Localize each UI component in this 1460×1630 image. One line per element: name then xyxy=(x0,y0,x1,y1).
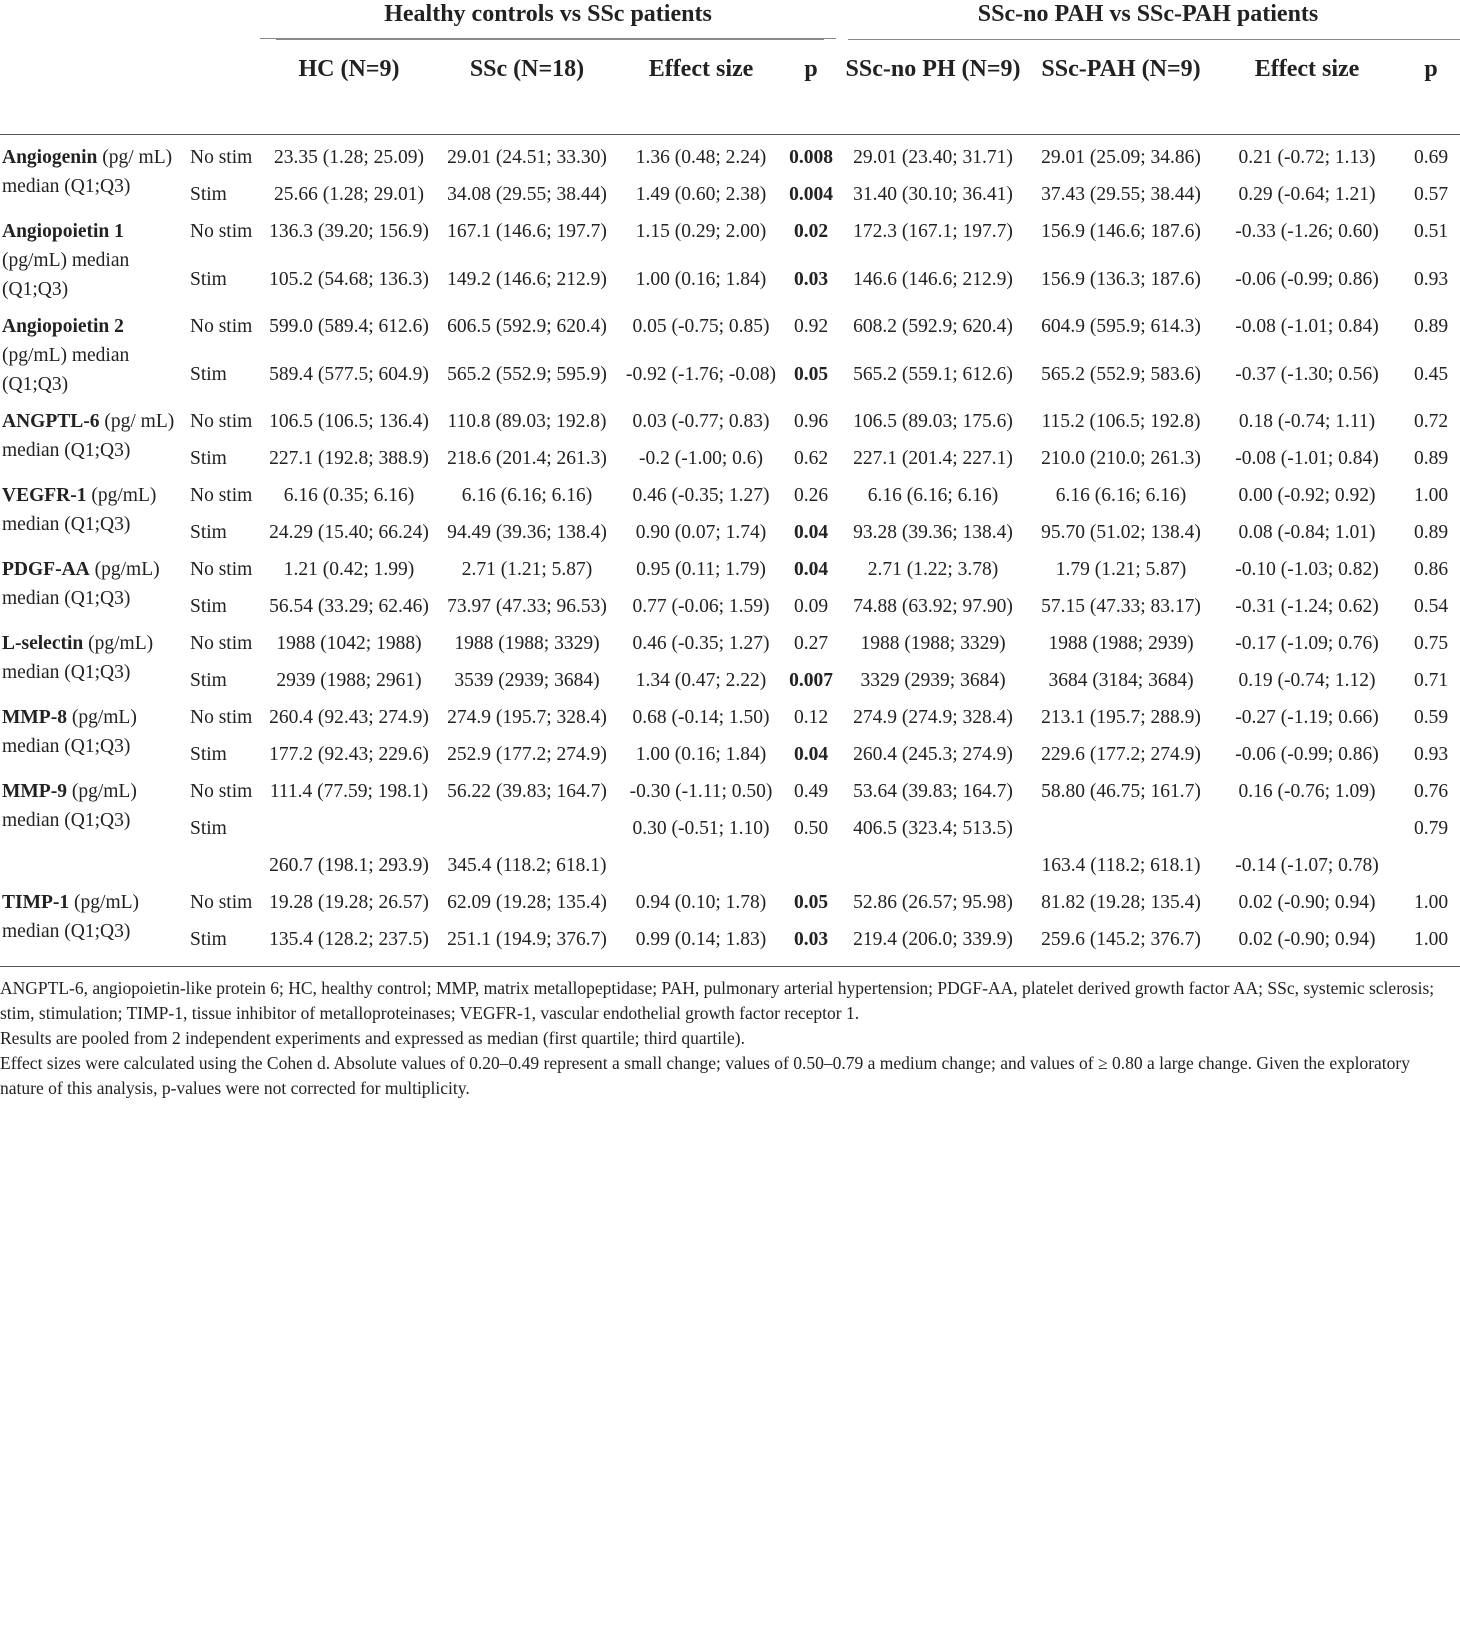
cell-effect-size-2: 0.16 (-0.76; 1.09) xyxy=(1238,781,1376,802)
parameter-name: ANGPTL-6 xyxy=(2,411,100,432)
cell-effect-size-1: 0.94 (0.10; 1.78) xyxy=(635,892,767,913)
cell-p-2: 0.54 xyxy=(1413,596,1449,617)
condition-label: Stim xyxy=(190,929,227,950)
cell-effect-size-1: 1.34 (0.47; 2.22) xyxy=(635,670,767,691)
condition-label: Stim xyxy=(190,670,227,691)
cell-effect-size-1: 1.49 (0.60; 2.38) xyxy=(635,184,767,205)
cell-effect-size-1: 0.30 (-0.51; 1.10) xyxy=(632,818,770,839)
cell-ssc-pah: 1988 (1988; 2939) xyxy=(1048,633,1194,654)
parameter-label xyxy=(0,547,182,621)
cell-p-2: 0.89 xyxy=(1413,448,1449,469)
cell-ssc: 167.1 (146.6; 197.7) xyxy=(447,221,607,242)
table-row xyxy=(0,436,1460,473)
parameter-name: PDGF-AA xyxy=(2,559,90,580)
cell-ssc-no-ph xyxy=(836,843,1030,880)
cell-effect-size-2: -0.08 (-1.01; 0.84) xyxy=(1235,316,1379,337)
cell-ssc-no-ph: 274.9 (274.9; 328.4) xyxy=(853,707,1013,728)
cell-p-1: 0.004 xyxy=(789,184,833,205)
cell-hc: 56.54 (33.29; 62.46) xyxy=(269,596,429,617)
cell-ssc-no-ph: 3329 (2939; 3684) xyxy=(860,670,1006,691)
col-header-p-1: p xyxy=(786,40,836,135)
cell-hc: 1.21 (0.42; 1.99) xyxy=(283,559,415,580)
cell-ssc-pah: 37.43 (29.55; 38.44) xyxy=(1041,184,1201,205)
parameter-name: Angiogenin xyxy=(2,147,98,168)
parameter-unit: (pg/mL) median (Q1;Q3) xyxy=(2,345,130,395)
cell-hc: 23.35 (1.28; 25.09) xyxy=(273,147,425,168)
cell-ssc-pah: 156.9 (146.6; 187.6) xyxy=(1041,221,1201,242)
cell-effect-size-2: -0.37 (-1.30; 0.56) xyxy=(1235,363,1379,385)
cell-ssc-pah: 57.15 (47.33; 83.17) xyxy=(1041,596,1201,617)
parameter-label xyxy=(0,209,182,304)
cell-ssc-no-ph: 227.1 (201.4; 227.1) xyxy=(853,448,1013,469)
cell-p-1: 0.03 xyxy=(793,268,829,290)
table-row xyxy=(0,880,1460,917)
cell-p-1 xyxy=(786,843,836,880)
parameter-label xyxy=(0,304,182,399)
cell-ssc-no-ph: 2.71 (1.22; 3.78) xyxy=(867,559,999,580)
cell-effect-size-1: -0.2 (-1.00; 0.6) xyxy=(638,448,764,469)
parameter-label xyxy=(0,135,182,210)
cell-ssc-pah: 81.82 (19.28; 135.4) xyxy=(1041,892,1201,913)
group-header-hc-vs-ssc: Healthy controls vs SSc patients xyxy=(384,1,712,27)
cell-hc: 111.4 (77.59; 198.1) xyxy=(269,781,429,802)
cell-ssc-pah: 6.16 (6.16; 6.16) xyxy=(1055,485,1187,506)
cell-ssc: 2.71 (1.21; 5.87) xyxy=(461,559,593,580)
cell-ssc: 274.9 (195.7; 328.4) xyxy=(447,707,607,728)
parameter-unit: (pg/mL) median (Q1;Q3) xyxy=(2,781,137,831)
cell-effect-size-2: -0.14 (-1.07; 0.78) xyxy=(1235,855,1379,876)
condition-label: Stim xyxy=(190,448,227,469)
parameter-name: L-selectin xyxy=(2,633,84,654)
cell-effect-size-2 xyxy=(1212,806,1402,843)
col-header-ssc-no-ph: SSc-no PH (N=9) xyxy=(836,40,1030,135)
cell-effect-size-2: -0.08 (-1.01; 0.84) xyxy=(1235,448,1379,469)
table-bottom-rule xyxy=(0,966,1460,967)
cell-ssc-no-ph: 565.2 (559.1; 612.6) xyxy=(853,363,1013,385)
parameter-unit: (pg/mL) median (Q1;Q3) xyxy=(2,250,130,300)
cell-p-2: 0.51 xyxy=(1413,221,1449,242)
cell-ssc-no-ph: 93.28 (39.36; 138.4) xyxy=(853,522,1013,543)
cell-ssc: 1988 (1988; 3329) xyxy=(454,633,600,654)
table-row xyxy=(0,584,1460,621)
cell-hc: 6.16 (0.35; 6.16) xyxy=(283,485,415,506)
cell-ssc: 251.1 (194.9; 376.7) xyxy=(447,929,607,950)
cell-hc: 589.4 (577.5; 604.9) xyxy=(269,363,429,385)
cell-ssc-pah: 565.2 (552.9; 583.6) xyxy=(1041,363,1201,385)
cell-hc: 599.0 (589.4; 612.6) xyxy=(269,316,429,337)
table-body xyxy=(0,135,1460,965)
cell-ssc-pah: 3684 (3184; 3684) xyxy=(1048,670,1194,691)
cell-p-2: 0.59 xyxy=(1413,707,1449,728)
parameter-unit: (pg/mL) median (Q1;Q3) xyxy=(2,633,154,683)
cell-ssc: 110.8 (89.03; 192.8) xyxy=(447,411,607,432)
cell-ssc: 149.2 (146.6; 212.9) xyxy=(447,268,607,290)
cell-effect-size-2: 0.18 (-0.74; 1.11) xyxy=(1238,411,1376,432)
cell-p-2: 0.71 xyxy=(1413,670,1449,691)
cell-hc: 260.4 (92.43; 274.9) xyxy=(269,707,429,728)
cell-ssc-no-ph: 406.5 (323.4; 513.5) xyxy=(853,818,1013,839)
cell-effect-size-1: 1.00 (0.16; 1.84) xyxy=(635,268,767,290)
cell-ssc: 94.49 (39.36; 138.4) xyxy=(447,522,607,543)
cell-ssc: 29.01 (24.51; 33.30) xyxy=(447,147,607,168)
cell-effect-size-1: 1.15 (0.29; 2.00) xyxy=(635,221,767,242)
table-row xyxy=(0,732,1460,769)
cell-effect-size-2: 0.19 (-0.74; 1.12) xyxy=(1238,670,1376,691)
cell-hc: 19.28 (19.28; 26.57) xyxy=(269,892,429,913)
cell-p-2: 0.86 xyxy=(1413,559,1449,580)
col-header-hc: HC (N=9) xyxy=(260,40,438,135)
table-row xyxy=(0,621,1460,658)
cell-p-1: 0.92 xyxy=(793,316,829,337)
cell-effect-size-1: 0.03 (-0.77; 0.83) xyxy=(632,411,770,432)
cell-ssc xyxy=(438,806,616,843)
table-row xyxy=(0,257,1460,305)
table-row xyxy=(0,769,1460,806)
cell-p-2: 1.00 xyxy=(1413,892,1449,913)
cell-p-1: 0.007 xyxy=(789,670,833,691)
parameter-name: Angiopoietin 2 xyxy=(2,316,124,337)
cell-effect-size-2: 0.02 (-0.90; 0.94) xyxy=(1238,892,1376,913)
col-header-effect-size-2: Effect size xyxy=(1212,40,1402,135)
parameter-label xyxy=(0,769,182,880)
cell-effect-size-1: 0.99 (0.14; 1.83) xyxy=(635,929,767,950)
cell-p-2: 0.76 xyxy=(1413,781,1449,802)
table-row xyxy=(0,843,1460,880)
cell-ssc: 62.09 (19.28; 135.4) xyxy=(447,892,607,913)
group-header-nopah-vs-pah: SSc-no PAH vs SSc-PAH patients xyxy=(977,1,1319,27)
cell-p-1: 0.008 xyxy=(789,147,833,168)
cell-ssc-no-ph: 29.01 (23.40; 31.71) xyxy=(853,147,1013,168)
cell-p-2 xyxy=(1402,843,1460,880)
cell-effect-size-1: 0.68 (-0.14; 1.50) xyxy=(632,707,770,728)
cell-ssc-pah: 58.80 (46.75; 161.7) xyxy=(1041,781,1201,802)
cell-ssc-no-ph: 146.6 (146.6; 212.9) xyxy=(853,268,1013,290)
parameter-name: MMP-8 xyxy=(2,707,67,728)
cell-effect-size-1: 0.46 (-0.35; 1.27) xyxy=(632,485,770,506)
cell-effect-size-2: 0.21 (-0.72; 1.13) xyxy=(1238,147,1376,168)
cell-hc: 105.2 (54.68; 136.3) xyxy=(269,268,429,290)
cell-hc: 106.5 (106.5; 136.4) xyxy=(269,411,429,432)
condition-label: Stim xyxy=(190,184,227,205)
cell-effect-size-2: -0.06 (-0.99; 0.86) xyxy=(1235,268,1379,290)
cell-effect-size-2: -0.06 (-0.99; 0.86) xyxy=(1235,744,1379,765)
condition-label: No stim xyxy=(190,485,253,506)
parameter-unit: (pg/ mL) median (Q1;Q3) xyxy=(2,411,175,461)
cell-p-2: 0.89 xyxy=(1413,522,1449,543)
table-row xyxy=(0,658,1460,695)
cell-ssc-no-ph: 260.4 (245.3; 274.9) xyxy=(853,744,1013,765)
cell-ssc-pah: 210.0 (210.0; 261.3) xyxy=(1041,448,1201,469)
table-row xyxy=(0,135,1460,173)
table-row xyxy=(0,547,1460,584)
cell-effect-size-1: 0.90 (0.07; 1.74) xyxy=(635,522,767,543)
cell-p-1: 0.04 xyxy=(793,522,829,543)
cell-p-2: 0.72 xyxy=(1413,411,1449,432)
table-row xyxy=(0,304,1460,352)
cell-effect-size-1: 0.46 (-0.35; 1.27) xyxy=(632,633,770,654)
condition-label: No stim xyxy=(190,411,253,432)
table-row xyxy=(0,172,1460,209)
table-row xyxy=(0,352,1460,400)
cell-ssc-pah: 95.70 (51.02; 138.4) xyxy=(1041,522,1201,543)
cell-p-2: 0.45 xyxy=(1413,363,1449,385)
parameter-label xyxy=(0,399,182,473)
cell-hc xyxy=(260,806,438,843)
cell-hc: 1988 (1042; 1988) xyxy=(276,633,422,654)
cell-effect-size-2: 0.02 (-0.90; 0.94) xyxy=(1238,929,1376,950)
cell-p-1: 0.02 xyxy=(793,221,829,242)
cell-ssc-pah: 213.1 (195.7; 288.9) xyxy=(1041,707,1201,728)
cell-effect-size-2: -0.17 (-1.09; 0.76) xyxy=(1235,633,1379,654)
condition-label xyxy=(182,843,260,880)
cell-hc: 136.3 (39.20; 156.9) xyxy=(269,221,429,242)
cell-p-1: 0.27 xyxy=(793,633,829,654)
col-header-p-2: p xyxy=(1402,40,1460,135)
cell-ssc-no-ph: 52.86 (26.57; 95.98) xyxy=(853,892,1013,913)
condition-label: No stim xyxy=(190,221,253,242)
parameter-unit: (pg/mL) median (Q1;Q3) xyxy=(2,707,137,757)
cell-effect-size-2: -0.33 (-1.26; 0.60) xyxy=(1235,221,1379,242)
cell-ssc: 73.97 (47.33; 96.53) xyxy=(447,596,607,617)
parameter-label xyxy=(0,473,182,547)
cell-effect-size-2: -0.27 (-1.19; 0.66) xyxy=(1235,707,1379,728)
cell-p-2: 0.57 xyxy=(1413,184,1449,205)
cell-p-1: 0.05 xyxy=(793,363,829,385)
cell-p-2: 0.79 xyxy=(1413,818,1449,839)
cell-ssc: 252.9 (177.2; 274.9) xyxy=(447,744,607,765)
cell-effect-size-1: 0.95 (0.11; 1.79) xyxy=(636,559,766,580)
cell-ssc-pah: 115.2 (106.5; 192.8) xyxy=(1041,411,1201,432)
parameter-unit: (pg/ mL) median (Q1;Q3) xyxy=(2,147,173,197)
cell-ssc-pah xyxy=(1030,806,1212,843)
parameter-unit: (pg/mL) median (Q1;Q3) xyxy=(2,559,160,609)
cell-p-2: 0.75 xyxy=(1413,633,1449,654)
cell-ssc: 565.2 (552.9; 595.9) xyxy=(447,363,607,385)
cell-ssc: 218.6 (201.4; 261.3) xyxy=(447,448,607,469)
cell-ssc-no-ph: 608.2 (592.9; 620.4) xyxy=(853,316,1013,337)
table-row xyxy=(0,806,1460,843)
cell-ssc-pah: 156.9 (136.3; 187.6) xyxy=(1041,268,1201,290)
condition-label: No stim xyxy=(190,559,253,580)
cell-effect-size-1: -0.92 (-1.76; -0.08) xyxy=(625,363,776,385)
condition-label: Stim xyxy=(190,818,227,839)
cell-p-2: 0.89 xyxy=(1413,316,1449,337)
cell-ssc: 34.08 (29.55; 38.44) xyxy=(447,184,607,205)
table-row xyxy=(0,399,1460,436)
cell-hc: 177.2 (92.43; 229.6) xyxy=(269,744,429,765)
parameter-name: Angiopoietin 1 xyxy=(2,221,124,242)
cell-effect-size-2: 0.29 (-0.64; 1.21) xyxy=(1238,184,1376,205)
cell-ssc: 6.16 (6.16; 6.16) xyxy=(461,485,593,506)
cell-p-1: 0.03 xyxy=(793,929,829,950)
col-header-effect-size-1: Effect size xyxy=(616,40,786,135)
cell-ssc: 606.5 (592.9; 620.4) xyxy=(447,316,607,337)
condition-label: Stim xyxy=(190,744,227,765)
cell-ssc-no-ph: 1988 (1988; 3329) xyxy=(860,633,1006,654)
cell-hc: 24.29 (15.40; 66.24) xyxy=(269,522,429,543)
cell-effect-size-2: 0.00 (-0.92; 0.92) xyxy=(1238,485,1376,506)
cell-p-1: 0.49 xyxy=(793,781,829,802)
cell-ssc-pah: 604.9 (595.9; 614.3) xyxy=(1041,316,1201,337)
parameter-name: TIMP-1 xyxy=(2,892,70,913)
condition-label: No stim xyxy=(190,147,253,168)
cell-hc: 260.7 (198.1; 293.9) xyxy=(269,855,429,876)
table-row xyxy=(0,209,1460,257)
table-row xyxy=(0,510,1460,547)
cell-ssc: 345.4 (118.2; 618.1) xyxy=(447,855,607,876)
cell-p-1: 0.26 xyxy=(793,485,829,506)
table-row xyxy=(0,695,1460,732)
parameter-label xyxy=(0,880,182,964)
cell-effect-size-1: 1.00 (0.16; 1.84) xyxy=(635,744,767,765)
cell-ssc-no-ph: 31.40 (30.10; 36.41) xyxy=(853,184,1013,205)
condition-label: No stim xyxy=(190,633,253,654)
cell-hc: 135.4 (128.2; 237.5) xyxy=(269,929,429,950)
condition-label: No stim xyxy=(190,892,253,913)
footnote-abbreviations: ANGPTL-6, angiopoietin-like protein 6; HC, healthy control; MMP, matrix metallopeptidase; PAH, pulmonary arterial hypertension; PDGF-AA, platelet derived growth factor AA; SSc, systemic sclerosis; stim, stimulation; TIMP-1, tissue inhibitor of metalloproteinases; VEGFR-1, vascular endothelial growth factor receptor 1. xyxy=(0,978,1435,1023)
cell-p-1: 0.05 xyxy=(793,892,829,913)
cell-ssc-no-ph: 219.4 (206.0; 339.9) xyxy=(853,929,1013,950)
condition-label: No stim xyxy=(190,707,253,728)
parameter-unit: (pg/mL) median (Q1;Q3) xyxy=(2,892,140,942)
cell-p-1: 0.04 xyxy=(793,744,829,765)
cell-p-1: 0.62 xyxy=(793,448,829,469)
cell-effect-size-1 xyxy=(616,843,786,880)
cell-effect-size-1: 0.05 (-0.75; 0.85) xyxy=(632,316,770,337)
parameter-unit: (pg/mL) median (Q1;Q3) xyxy=(2,485,157,535)
cell-ssc-no-ph: 53.64 (39.83; 164.7) xyxy=(853,781,1013,802)
table-footnotes xyxy=(0,976,1458,1101)
cell-p-2: 1.00 xyxy=(1413,485,1449,506)
cell-effect-size-2: -0.10 (-1.03; 0.82) xyxy=(1235,559,1379,580)
cell-hc: 227.1 (192.8; 388.9) xyxy=(269,448,429,469)
cell-p-1: 0.12 xyxy=(793,707,829,728)
cell-ssc: 56.22 (39.83; 164.7) xyxy=(447,781,607,802)
cell-p-1: 0.09 xyxy=(793,596,829,617)
cell-ssc-pah: 163.4 (118.2; 618.1) xyxy=(1041,855,1201,876)
parameter-label xyxy=(0,695,182,769)
condition-label: Stim xyxy=(190,268,227,290)
cell-ssc-pah: 229.6 (177.2; 274.9) xyxy=(1041,744,1201,765)
col-header-ssc: SSc (N=18) xyxy=(438,40,616,135)
table-row xyxy=(0,473,1460,510)
cell-hc: 25.66 (1.28; 29.01) xyxy=(273,184,425,205)
condition-label: No stim xyxy=(190,316,253,337)
cell-p-2: 0.93 xyxy=(1413,268,1449,290)
cell-ssc-no-ph: 172.3 (167.1; 197.7) xyxy=(853,221,1013,242)
table-row xyxy=(0,917,1460,964)
condition-label: Stim xyxy=(190,363,227,385)
table-header xyxy=(0,0,1460,135)
cell-ssc-pah: 259.6 (145.2; 376.7) xyxy=(1041,929,1201,950)
cell-ssc-no-ph: 74.88 (63.92; 97.90) xyxy=(853,596,1013,617)
footnote-pooled: Results are pooled from 2 independent experiments and expressed as median (first quartile; third quartile). xyxy=(0,1028,745,1048)
cell-p-1: 0.04 xyxy=(793,559,829,580)
footnote-effect-sizes: Effect sizes were calculated using the Cohen d. Absolute values of 0.20–0.49 represent a small change; values of 0.50–0.79 a medium change; and values of ≥ 0.80 a large change. Given the exploratory nature of this analysis, p-values were not corrected for multiplicity. xyxy=(0,1053,1410,1098)
cell-p-1: 0.50 xyxy=(793,818,829,839)
parameter-label xyxy=(0,621,182,695)
cell-effect-size-1: 0.77 (-0.06; 1.59) xyxy=(632,596,770,617)
parameter-name: MMP-9 xyxy=(2,781,67,802)
parameter-name: VEGFR-1 xyxy=(2,485,87,506)
cell-effect-size-1: -0.30 (-1.11; 0.50) xyxy=(629,781,773,802)
cell-effect-size-2: -0.31 (-1.24; 0.62) xyxy=(1235,596,1379,617)
cell-effect-size-1: 1.36 (0.48; 2.24) xyxy=(635,147,767,168)
col-header-ssc-pah: SSc-PAH (N=9) xyxy=(1030,40,1212,135)
cell-p-2: 0.69 xyxy=(1413,147,1449,168)
condition-label: Stim xyxy=(190,596,227,617)
cell-hc: 2939 (1988; 2961) xyxy=(276,670,422,691)
cell-p-2: 0.93 xyxy=(1413,744,1449,765)
cell-ssc-pah: 29.01 (25.09; 34.86) xyxy=(1041,147,1201,168)
cell-ssc-no-ph: 6.16 (6.16; 6.16) xyxy=(867,485,999,506)
condition-label: No stim xyxy=(190,781,253,802)
cell-effect-size-2: 0.08 (-0.84; 1.01) xyxy=(1238,522,1376,543)
cell-p-1: 0.96 xyxy=(793,411,829,432)
cell-ssc-no-ph: 106.5 (89.03; 175.6) xyxy=(853,411,1013,432)
cell-p-2: 1.00 xyxy=(1413,929,1449,950)
cell-ssc: 3539 (2939; 3684) xyxy=(454,670,600,691)
condition-label: Stim xyxy=(190,522,227,543)
cell-ssc-pah: 1.79 (1.21; 5.87) xyxy=(1055,559,1187,580)
